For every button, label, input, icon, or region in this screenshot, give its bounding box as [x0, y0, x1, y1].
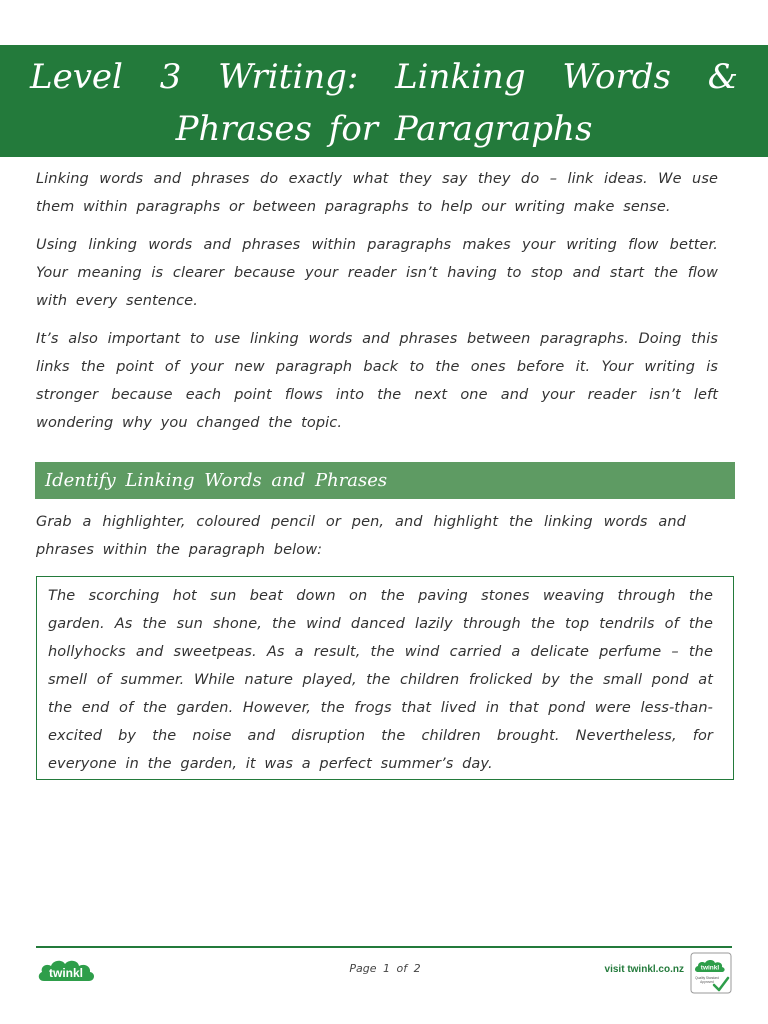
intro-paragraph-2: Using linking words and phrases within paragraphs makes your writing flow better. Your meaning is clearer because your reader isn’t having to stop and start the flow with every sentence.	[36, 237, 718, 309]
title-banner	[0, 45, 768, 157]
logo-text: twinkl	[48, 966, 84, 980]
instructions	[36, 508, 686, 574]
intro-section	[36, 165, 718, 447]
intro-paragraph-1: Linking words and phrases do exactly what they say they do – link ideas. We use them within paragraphs or between paragraphs to help our writing make sense.	[36, 171, 718, 215]
quality-standard-badge-icon	[690, 952, 732, 994]
svg-text:Approved: Approved	[700, 980, 714, 984]
twinkl-logo-icon[interactable]	[36, 955, 98, 987]
passage-box	[36, 576, 734, 780]
website-link[interactable]: visit twinkl.co.nz	[604, 964, 684, 975]
badge-logo-text: twinkl	[700, 964, 720, 972]
passage-text: The scorching hot sun beat down on the paving stones weaving through the garden. As the sun shone, the wind danced lazily through the top tendrils of the hollyhocks and sweetpeas. As a result, the wind carried a delicate perfume – the smell of summer. While nature played, the children frolicked by the small pond at the end of the garden. However, the frogs that lived in that pond were less-than-excited by the noise and disruption the children brought. Nevertheless, for everyone in the garden, it was a perfect summer’s day.	[48, 588, 713, 772]
instructions-text: Grab a highlighter, coloured pencil or pen, and highlight the linking words and phrases within the paragraph below:	[36, 514, 686, 558]
intro-paragraph-3: It’s also important to use linking words and phrases between paragraphs. Doing this links the point of your new paragraph back to the ones before it. Your writing is stronger because each point flows into the next one and your reader isn’t left wondering why you changed the topic.	[36, 331, 718, 431]
page-title: Level 3 Writing: Linking Words & Phrases for Paragraphs	[30, 57, 738, 149]
section-heading: Identify Linking Words and Phrases	[35, 462, 735, 499]
svg-text:Quality Standard: Quality Standard	[695, 976, 719, 980]
page-number: Page 1 of 2	[349, 962, 421, 975]
footer-divider	[36, 946, 732, 948]
